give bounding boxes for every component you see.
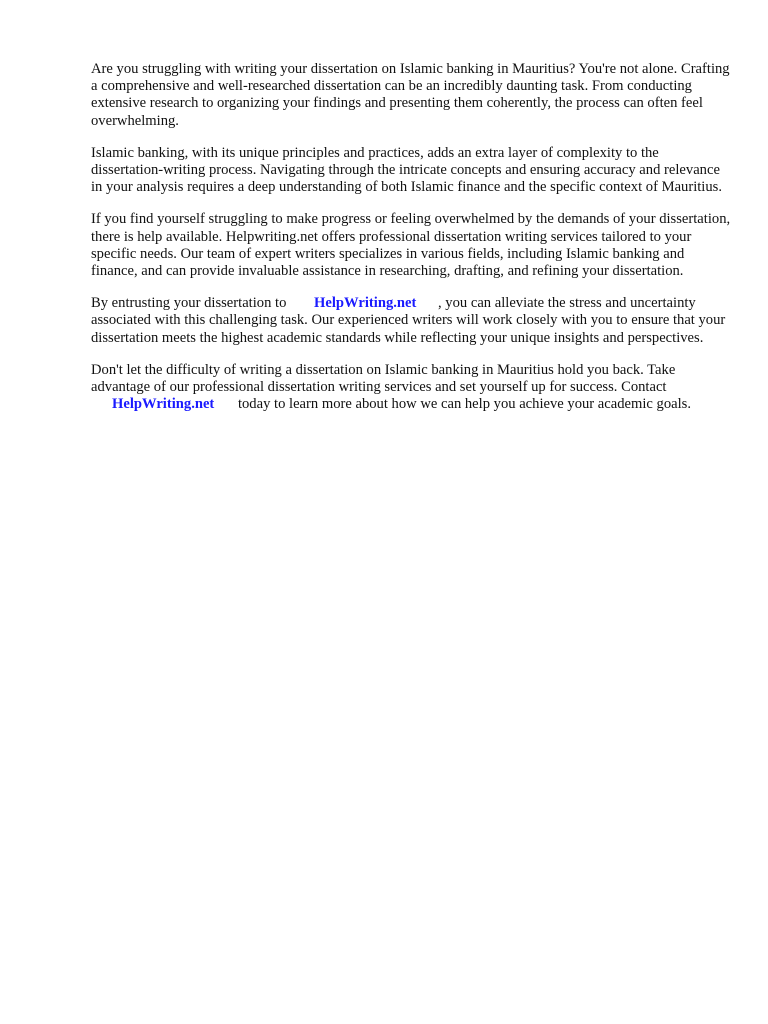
document-body: [91, 61, 731, 428]
paragraph-contact-text-after: today to learn more about how we can help you achieve your academic goals.: [237, 396, 692, 413]
paragraph-contact-text-before: Don't let the difficulty of writing a dissertation on Islamic banking in Mauritius hold you back. Take advantage of our professional dissertation writing services and set yourself up for success. Contact: [91, 361, 676, 396]
paragraph-islamic-banking-text: Islamic banking, with its unique principles and practices, adds an extra layer of complexity to the dissertation-writing process. Navigating through the intricate concepts and ensuring accuracy and relevance in your analysis requires a deep understanding of both Islamic finance and the specific context of Mauritius.: [91, 144, 722, 196]
paragraph-entrusting: [91, 295, 731, 347]
paragraph-help-available: [91, 211, 731, 280]
paragraph-intro: [91, 61, 731, 130]
helpwriting-link-1[interactable]: HelpWriting.net: [314, 295, 417, 312]
paragraph-entrusting-text-before: By entrusting your dissertation to: [91, 295, 287, 312]
paragraph-intro-text: Are you struggling with writing your dissertation on Islamic banking in Mauritius? You're not alone. Crafting a comprehensive and well-researched dissertation can be an incredibly daunting task. From conducting extensive research to organizing your findings and presenting them coherently, the process can often feel overwhelming.: [91, 61, 730, 129]
paragraph-islamic-banking: [91, 145, 731, 197]
helpwriting-link-2[interactable]: HelpWriting.net: [112, 396, 215, 413]
paragraph-entrusting-text-after: , you can alleviate the stress and uncertainty associated with this challenging task. Our experienced writers will work closely with you to ensure that your dissertation meets the highest academic standards while reflecting your unique insights and perspectives.: [91, 295, 726, 346]
paragraph-help-available-text: If you find yourself struggling to make progress or feeling overwhelmed by the demands of your dissertation, there is help available. Helpwriting.net offers professional dissertation writing services tailored to your specific needs. Our team of expert writers specializes in various fields, including Islamic banking and finance, and can provide invaluable assistance in researching, drafting, and refining your dissertation.: [91, 211, 731, 280]
paragraph-contact: [91, 362, 731, 414]
